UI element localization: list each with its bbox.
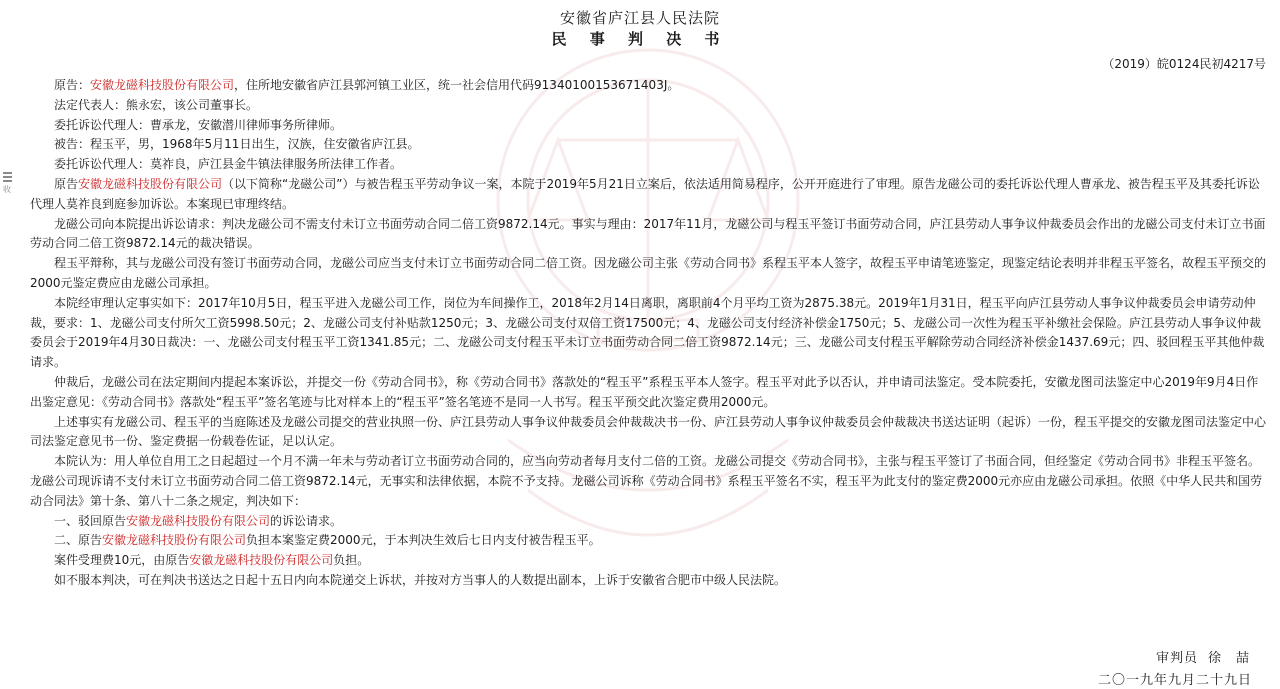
ruling-item-2: 二、原告安徽龙磁科技股份有限公司负担本案鉴定费2000元，于本判决生效后七日内支付被告程玉平。: [54, 533, 601, 548]
paragraph-claims: 龙磁公司向本院提出诉讼请求：判决龙磁公司不需支付未订立书面劳动合同二倍工资9872.14元。事实与理由：2017年11月，龙磁公司与程玉平签订书面劳动合同，庐江县劳动人事争议仲裁委员会作出的龙磁公司支付未订立书面劳动合同二倍工资9872.14元的裁决错误。: [30, 216, 1266, 251]
paragraph-intro: 原告安徽龙磁科技股份有限公司（以下简称“龙磁公司”）与被告程玉平劳动争议一案，本院于2019年5月21日立案后，依法适用简易程序，公开开庭进行了审理。原告龙磁公司的委托诉讼代理人曹承龙、被告程玉平及其委托诉讼代理人莫祚良到庭参加诉讼。本案现已审理终结。: [30, 176, 1260, 211]
plaintiff-name-highlight: 安徽龙磁科技股份有限公司: [189, 553, 334, 568]
plaintiff-name-highlight: 安徽龙磁科技股份有限公司: [102, 533, 247, 548]
plaintiff-name-highlight: 安徽龙磁科技股份有限公司: [90, 78, 235, 92]
paragraph-appraisal: 仲裁后，龙磁公司在法定期间内提起本案诉讼，并提交一份《劳动合同书》，称《劳动合同书》落款处的“程玉平”系程玉平本人签字。程玉平对此予以否认，并申请司法鉴定。受本院委托，安徽龙图司法鉴定中心2019年9月4日作出鉴定意见：《劳动合同书》落款处“程玉平”签名笔迹与比对样本上的“程玉平”签名笔迹不是同一人书写。程玉平预交此次鉴定费用2000元。: [30, 374, 1259, 409]
paragraph-defense: 程玉平辩称，其与龙磁公司没有签订书面劳动合同，龙磁公司应当支付未订立书面劳动合同二倍工资。因龙磁公司主张《劳动合同书》系程玉平本人签字，故程玉平申请笔迹鉴定，现鉴定结论表明并非程玉平签名，故程玉平预交的2000元鉴定费应由龙磁公司承担。: [30, 256, 1267, 290]
paragraph-facts: 本院经审理认定事实如下：2017年10月5日，程玉平进入龙磁公司工作，岗位为车间操作工，2018年2月14日离职，离职前4个月平均工资为2875.38元。2019年1月31日，程玉平向庐江县劳动人事争议仲裁委员会申请劳动仲裁，要求：1、龙磁公司支付所欠工资5998.50元；2、龙磁公司支付补贴款1250元；3、龙磁公司支付双倍工资17500元；4、龙磁公司支付经济补偿金1750元；5、龙磁公司一次性为程玉平补缴社会保险。庐江县劳动人事争议仲裁委员会于2019年4月30日裁决：一、龙磁公司支付程玉平工资1341.85元；二、龙磁公司支付程玉平未订立书面劳动合同二倍工资9872.14元；三、龙磁公司支付程玉平解除劳动合同经济补偿金1437.69元；四、驳回程玉平其他仲裁请求。: [30, 295, 1265, 370]
plaintiff-line: 原告：安徽龙磁科技股份有限公司，住所地安徽省庐江县郭河镇工业区，统一社会信用代码91340100153671403J。: [54, 78, 680, 92]
side-handle-label: 收: [3, 185, 11, 194]
ruling-item-1: 一、驳回原告安徽龙磁科技股份有限公司的诉讼请求。: [54, 513, 343, 528]
plaintiff-name-highlight: 安徽龙磁科技股份有限公司: [78, 176, 223, 191]
legal-rep-line: 法定代表人：熊永宏，该公司董事长。: [54, 97, 259, 112]
appeal-notice: 如不服本判决，可在判决书送达之日起十五日内向本院递交上诉状，并按对方当事人的人数提出副本，上诉于安徽省合肥市中级人民法院。: [54, 572, 787, 587]
defendant-agent-line: 委托诉讼代理人：莫祚良，庐江县金牛镇法律服务所法律工作者。: [54, 157, 403, 172]
court-name: 安徽省庐江县人民法院: [559, 9, 720, 27]
judge-signature: 审判员 徐 喆: [1155, 651, 1250, 666]
plaintiff-name-highlight: 安徽龙磁科技股份有限公司: [126, 513, 271, 528]
defendant-line: 被告：程玉平，男，1968年5月11日出生，汉族，住安徽省庐江县。: [54, 137, 420, 152]
fee-line: 案件受理费10元，由原告安徽龙磁科技股份有限公司负担。: [54, 553, 370, 568]
case-number: （2019）皖0124民初4217号: [1102, 57, 1266, 71]
paragraph-evidence: 上述事实有龙磁公司、程玉平的当庭陈述及龙磁公司提交的营业执照一份、庐江县劳动人事争议仲裁委员会仲裁裁决书一份、庐江县劳动人事争议仲裁委员会仲裁裁决书送达证明（起诉）一份，程玉平提交的安徽龙图司法鉴定中心司法鉴定意见书一份、鉴定费据一份载卷佐证，足以认定。: [30, 414, 1267, 449]
judgment-date: 二〇一九年九月二十九日: [1097, 673, 1252, 688]
document-title: 民 事 判 决 书: [551, 30, 729, 48]
judgment-body: [30, 76, 1266, 591]
paragraph-reasoning: 本院认为：用人单位自用工之日起超过一个月不满一年未与劳动者订立书面劳动合同的，应当向劳动者每月支付二倍的工资。龙磁公司提交《劳动合同书》，主张与程玉平签订了书面合同，但经鉴定《劳动合同书》非程玉平签名。龙磁公司现诉请不支付未订立书面劳动合同二倍工资9872.14元，无事实和法律依据，本院不予支持。龙磁公司诉称《劳动合同书》系程玉平签名不实，程玉平为此支付的鉴定费2000元亦应由龙磁公司承担。依照《中华人民共和国劳动合同法》第十条、第八十二条之规定，判决如下：: [30, 454, 1263, 508]
side-panel-handle[interactable]: [0, 172, 14, 216]
plaintiff-agent-line: 委托诉讼代理人：曹承龙，安徽潜川律师事务所律师。: [54, 117, 343, 132]
drag-handle-icon: [3, 172, 12, 182]
